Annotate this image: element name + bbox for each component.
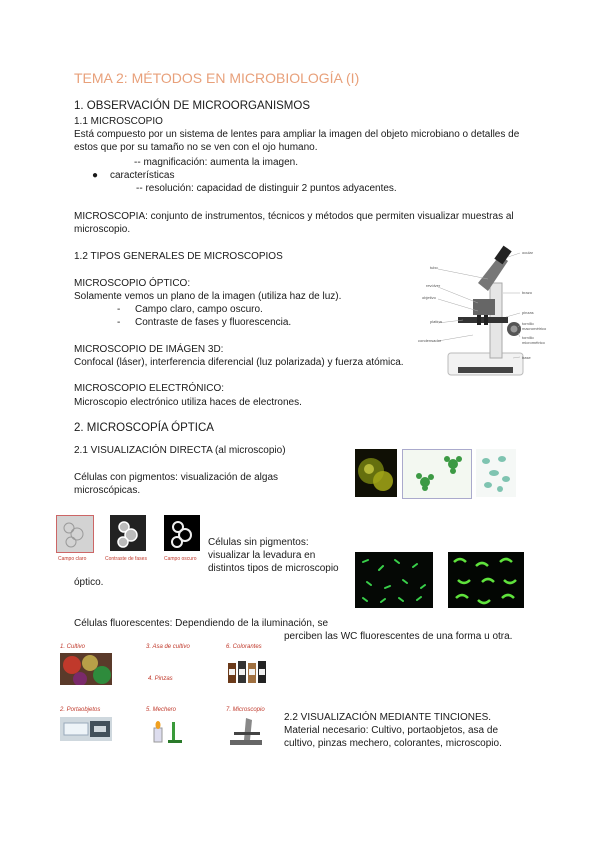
yeast-brightfield-image: [56, 515, 94, 553]
microscope-diagram: [418, 243, 548, 378]
microscope-desc-line1: Está compuesto por un sistema de lentes para ampliar la imagen del objeto microbiano o detalles de: [74, 129, 520, 140]
label-macro: tornillo macrométrico: [522, 321, 547, 331]
label-brazo: brazo: [522, 290, 533, 295]
fluorescence-image-2: [448, 552, 524, 608]
microscopy-def-line2: microscopio.: [74, 224, 131, 235]
no-pigment-text-3: distintos tipos de microscopio: [208, 563, 339, 574]
material-label-culture: 1. Cultivo: [60, 644, 86, 650]
material-label-dyes: 6. Colorantes: [226, 644, 262, 650]
label-platina: platina: [430, 319, 442, 324]
dyes-image: [226, 653, 270, 687]
3d-heading: MICROSCOPIO DE IMÁGEN 3D:: [74, 344, 224, 355]
section-2-1-heading: 2.1 VISUALIZACIÓN DIRECTA (al microscopio): [74, 445, 286, 456]
yeast-caption-3: Campo oscuro: [164, 556, 197, 562]
burner-image: [150, 716, 190, 744]
resolution-item: -- resolución: capacidad de distinguir 2 puntos adyacentes.: [136, 183, 397, 194]
no-pigment-text-4: óptico.: [74, 577, 104, 588]
label-condensador: condensador: [418, 338, 442, 343]
optical-heading: MICROSCOPIO ÓPTICO:: [74, 278, 191, 289]
characteristics-item: características: [110, 170, 175, 181]
pigment-text-2: microscópicas.: [74, 485, 141, 496]
section-1-2-heading: 1.2 TIPOS GENERALES DE MICROSCOPIOS: [74, 251, 283, 262]
page-title: TEMA 2: MÉTODOS EN MICROBIOLOGÍA (I): [74, 70, 360, 86]
tweezers-image: [146, 686, 190, 691]
section-1-heading: 1. OBSERVACIÓN DE MICROORGANISMOS: [74, 100, 311, 112]
label-revolver: revólver: [426, 283, 441, 288]
material-label-tweezers: 4. Pinzas: [148, 676, 173, 682]
bullet-dot: ●: [92, 170, 99, 181]
microscopy-def-line1: MICROSCOPIA: conjunto de instrumentos, técnicos y métodos que permiten visualizar muestras al: [74, 211, 514, 222]
dash: -: [117, 304, 121, 315]
slides-image: [60, 717, 112, 741]
algae-image-1: [355, 449, 397, 497]
label-base: base: [522, 355, 531, 360]
label-ocular: ocular: [522, 250, 533, 255]
section-2-2-heading: 2.2 VISUALIZACIÓN MEDIANTE TINCIONES.: [284, 712, 492, 723]
optical-bullet-1: Campo claro, campo oscuro.: [135, 304, 263, 315]
optical-desc: Solamente vemos un plano de la imagen (utiliza haz de luz).: [74, 291, 342, 302]
electron-desc: Microscopio electrónico utiliza haces de electrones.: [74, 397, 302, 408]
section-2-heading: 2. MICROSCOPÍA ÓPTICA: [74, 422, 214, 434]
fluorescent-text-2: perciben las WC fluorescentes de una forma u otra.: [284, 631, 513, 642]
no-pigment-text-1: Células sin pigmentos:: [208, 537, 309, 548]
section-1-1-heading: 1.1 MICROSCOPIO: [74, 116, 163, 127]
electron-heading: MICROSCOPIO ELECTRÓNICO:: [74, 383, 225, 394]
yeast-phase-contrast-image: [110, 515, 146, 551]
label-micro: tornillo micrométrico: [522, 335, 545, 345]
material-label-microscope: 7. Microscopio: [226, 707, 265, 713]
optical-bullet-2: Contraste de fases y fluorescencia.: [135, 317, 292, 328]
microscope-desc-line2: estos que por su tamaño no se ven con el ojo humano.: [74, 142, 318, 153]
algae-image-2: [402, 449, 472, 499]
material-label-loop: 3. Asa de cultivo: [146, 644, 190, 650]
yeast-caption-2: Contraste de fases: [105, 556, 147, 562]
yeast-caption-1: Campo claro: [58, 556, 87, 562]
fluorescent-text-1: Células fluorescentes: Dependiendo de la iluminación, se: [74, 618, 329, 629]
culture-image: [60, 653, 112, 685]
no-pigment-text-2: visualizar la levadura en: [208, 550, 316, 561]
algae-image-3: [476, 449, 516, 497]
yeast-darkfield-image: [164, 515, 200, 551]
fluorescence-image-1: [355, 552, 433, 608]
dash: -: [117, 317, 121, 328]
label-objetivo: objetivo: [422, 295, 436, 300]
loop-image: [146, 655, 194, 661]
staining-materials-line1: Material necesario: Cultivo, portaobjetos, asa de: [284, 725, 499, 736]
label-tubo: tubo: [430, 265, 438, 270]
staining-materials-line2: cultivo, pinzas mechero, colorantes, microscopio.: [284, 738, 502, 749]
label-pinzas: pinzas: [522, 310, 534, 315]
small-microscope-image: [226, 716, 266, 746]
pigment-text-1: Células con pigmentos: visualización de algas: [74, 472, 279, 483]
magnification-item: -- magnificación: aumenta la imagen.: [134, 157, 298, 168]
material-label-burner: 5. Mechero: [146, 707, 177, 713]
material-label-slides: 2. Portaobjetos: [60, 707, 101, 713]
3d-desc: Confocal (láser), interferencia diferencial (luz polarizada) y fuerza atómica.: [74, 357, 404, 368]
